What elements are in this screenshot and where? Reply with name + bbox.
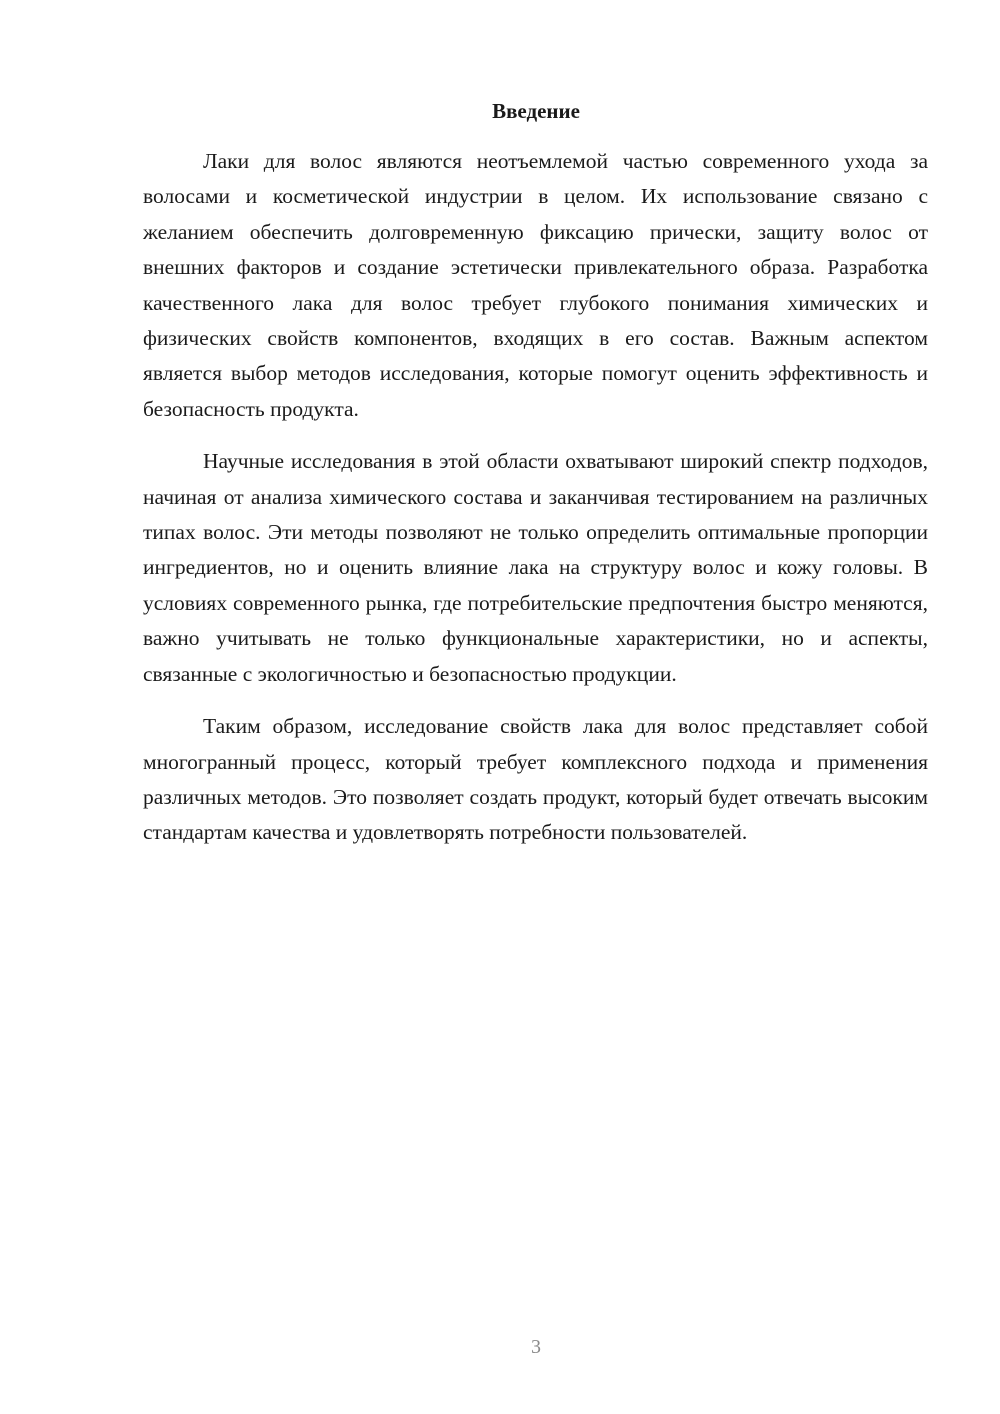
paragraph-3: Таким образом, исследование свойств лака для волос представляет собой многогранный процесс, который требует комплексного подхода и применения различных методов. Это позволяет создать продукт, который будет отвечать высоким стандартам качества и удовлетворять потребности пользователей. [143,714,928,845]
page-number: 3 [531,1336,541,1358]
page-title: Введение [492,99,580,123]
paragraph-2: Научные исследования в этой области охватывают широкий спектр подходов, начиная от анализа химического состава и заканчивая тестированием на различных типах волос. Эти методы позволяют не только определить оптимальные пропорции ингредиентов, но и оценить влияние лака на структуру волос и кожу головы. В условиях современного рынка, где потребительские предпочтения быстро меняются, важно учитывать не только функциональные характеристики, но и аспекты, связанные с экологичностью и безопасностью продукции. [143,449,928,686]
paragraph-1: Лаки для волос являются неотъемлемой частью современного ухода за волосами и косметической индустрии в целом. Их использование связано с желанием обеспечить долговременную фиксацию прически, защиту волос от внешних факторов и создание эстетически привлекательного образа. Разработка качественного лака для волос требует глубокого понимания химических и физических свойств компонентов, входящих в его состав. Важным аспектом является выбор методов исследования, которые помогут оценить эффективность и безопасность продукта. [143,149,928,421]
body-text [143,144,928,868]
